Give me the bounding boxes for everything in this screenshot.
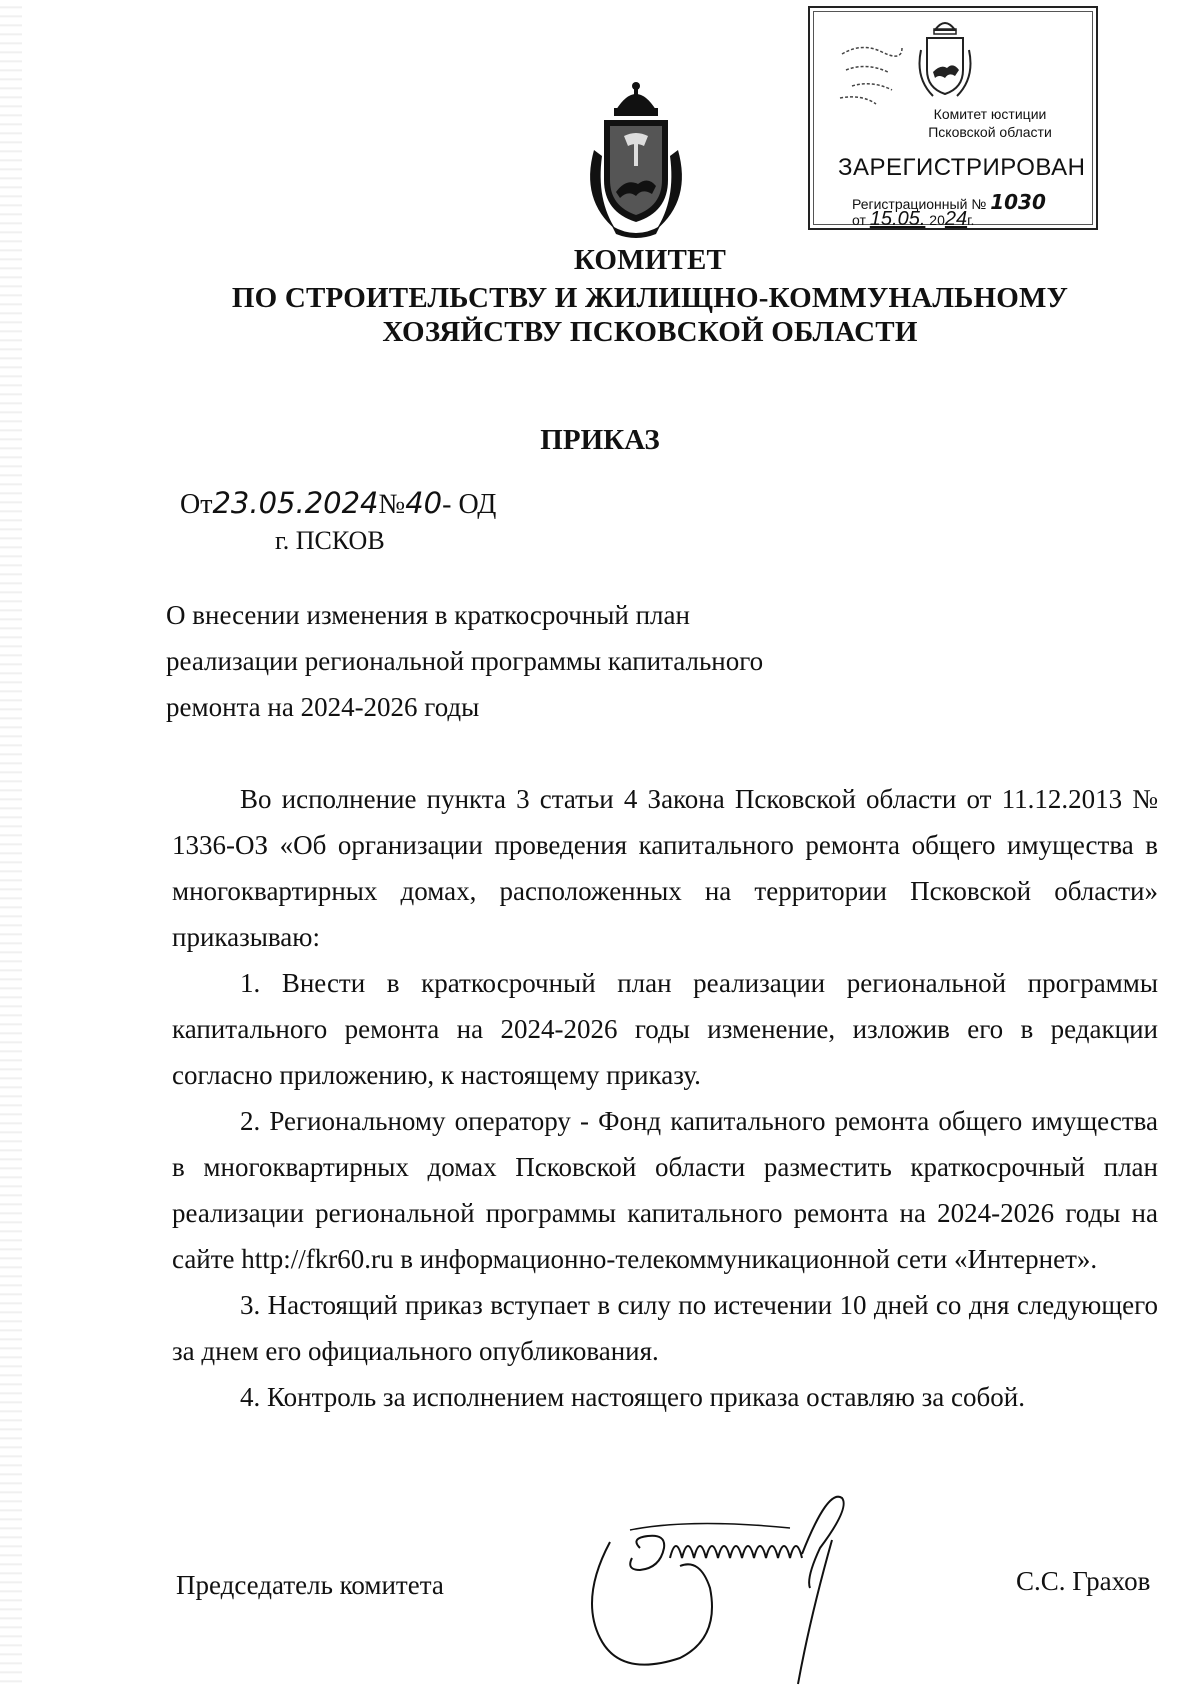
stamp-org-line2: Псковской области: [928, 124, 1052, 140]
order-date-line: [180, 486, 496, 521]
body-item-3: 3. Настоящий приказ вступает в силу по истечении 10 дней со дня следующего за днем его официального опубликования.: [172, 1290, 1158, 1366]
stamp-reg-label: Регистрационный №: [852, 196, 987, 212]
signatory-name: С.С. Грахов: [1016, 1566, 1151, 1596]
stamp-date-day-month: 15.05.: [869, 208, 926, 230]
stamp-date-label: от: [852, 212, 866, 228]
body-preamble: Во исполнение пункта 3 статьи 4 Закона Псковской области от 11.12.2013 № 1336-ОЗ «Об организации проведения капитального ремонта общего имущества в многоквартирных домах, расположенных на территории Псковской области» приказываю:: [172, 784, 1158, 952]
header-line2: ПО СТРОИТЕЛЬСТВУ И ЖИЛИЩНО-КОММУНАЛЬНОМУ: [231, 282, 1069, 314]
stamp-date-year-g: г.: [967, 212, 975, 228]
stamp-date-year-suffix: 24: [944, 208, 968, 230]
body-item-4: 4. Контроль за исполнением настоящего приказа оставляю за собой.: [240, 1382, 1025, 1412]
order-number-handwritten: 40: [405, 486, 443, 520]
handwritten-signature-icon: [570, 1478, 910, 1686]
stamp-date-year-prefix: 20: [929, 212, 945, 228]
registration-stamp: [808, 6, 1098, 230]
order-city: г. ПСКОВ: [275, 526, 385, 555]
stamp-reg-number: 1030: [990, 190, 1046, 214]
order-number-sign: №: [378, 489, 406, 520]
subject-line2: реализации региональной программы капитального: [166, 646, 764, 676]
scan-edge-artifact: [0, 0, 22, 1686]
order-date-handwritten: 23.05.2024: [212, 486, 379, 520]
subject-line1: О внесении изменения в краткосрочный план: [166, 600, 690, 630]
header-line1: КОМИТЕТ: [573, 244, 727, 276]
order-subject: [166, 592, 866, 730]
order-date-prefix: От: [180, 489, 213, 520]
header-line3: ХОЗЯЙСТВУ ПСКОВСКОЙ ОБЛАСТИ: [382, 316, 918, 348]
stamp-coat-of-arms-icon: [915, 16, 975, 102]
stamp-date-line: [852, 208, 974, 231]
body-item-2: 2. Региональному оператору - Фонд капитального ремонта общего имущества в многоквартирных домах Псковской области разместить краткосрочный план реализации региональной программы капитального ремонта на 2024-2026 годы на сайте http://fkr60.ru в информационно-телекоммуникационной сети «Интернет».: [172, 1106, 1158, 1274]
body-item-1: 1. Внести в краткосрочный план реализации региональной программы капитального ремонта на 2024-2026 годы изменение, изложив его в редакции согласно приложению, к настоящему приказу.: [172, 968, 1158, 1090]
order-title: ПРИКАЗ: [540, 424, 660, 456]
coat-of-arms-icon: [576, 80, 696, 240]
subject-line3: ремонта на 2024-2026 годы: [166, 692, 480, 722]
stamp-status: ЗАРЕГИСТРИРОВАН: [838, 154, 1086, 181]
order-number-suffix: - ОД: [442, 489, 497, 520]
stamp-scribble-icon: [832, 34, 912, 114]
signatory-title: Председатель комитета: [176, 1570, 444, 1600]
order-body: [172, 776, 1158, 1420]
stamp-org-line1: Комитет юстиции: [933, 106, 1047, 122]
